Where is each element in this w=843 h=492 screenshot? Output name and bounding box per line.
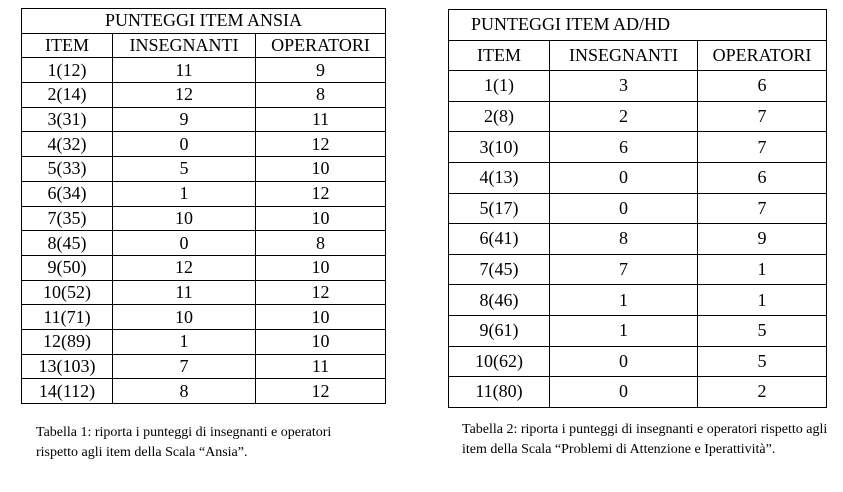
cell-operatori: 12 xyxy=(256,132,386,157)
cell-insegnanti: 0 xyxy=(113,231,256,256)
cell-item: 13(103) xyxy=(22,354,113,379)
cell-operatori: 9 xyxy=(256,58,386,83)
table-row xyxy=(449,254,827,285)
cell-insegnanti: 12 xyxy=(113,255,256,280)
cell-operatori: 5 xyxy=(698,346,827,377)
table-row xyxy=(22,280,386,305)
table-row xyxy=(449,224,827,255)
table-row xyxy=(449,315,827,346)
cell-insegnanti: 10 xyxy=(113,206,256,231)
cell-item: 12(89) xyxy=(22,329,113,354)
cell-item: 3(31) xyxy=(22,107,113,132)
cell-item: 8(46) xyxy=(449,285,550,316)
cell-operatori: 1 xyxy=(698,285,827,316)
cell-operatori: 10 xyxy=(256,329,386,354)
cell-insegnanti: 11 xyxy=(113,58,256,83)
cell-item: 3(10) xyxy=(449,132,550,163)
cell-item: 6(34) xyxy=(22,181,113,206)
table-row xyxy=(449,193,827,224)
cell-insegnanti: 11 xyxy=(113,280,256,305)
table-row xyxy=(22,206,386,231)
table-row xyxy=(22,157,386,182)
cell-insegnanti: 3 xyxy=(550,71,698,102)
cell-insegnanti: 1 xyxy=(113,181,256,206)
cell-insegnanti: 9 xyxy=(113,107,256,132)
cell-operatori: 11 xyxy=(256,354,386,379)
cell-item: 6(41) xyxy=(449,224,550,255)
cell-operatori: 7 xyxy=(698,101,827,132)
table-row xyxy=(22,329,386,354)
cell-insegnanti: 0 xyxy=(550,377,698,408)
table-row xyxy=(22,354,386,379)
table-row xyxy=(449,162,827,193)
cell-operatori: 10 xyxy=(256,206,386,231)
cell-operatori: 6 xyxy=(698,71,827,102)
cell-item: 7(35) xyxy=(22,206,113,231)
cell-item: 10(62) xyxy=(449,346,550,377)
cell-insegnanti: 5 xyxy=(113,157,256,182)
cell-insegnanti: 1 xyxy=(550,315,698,346)
cell-item: 5(33) xyxy=(22,157,113,182)
table-adhd xyxy=(448,9,827,408)
cell-insegnanti: 12 xyxy=(113,83,256,108)
cell-insegnanti: 10 xyxy=(113,305,256,330)
cell-item: 9(61) xyxy=(449,315,550,346)
cell-operatori: 2 xyxy=(698,377,827,408)
cell-operatori: 5 xyxy=(698,315,827,346)
cell-item: 4(32) xyxy=(22,132,113,157)
cell-item: 11(80) xyxy=(449,377,550,408)
column-header-operatori: OPERATORI xyxy=(698,40,827,71)
cell-insegnanti: 2 xyxy=(550,101,698,132)
table-caption: Tabella 1: riporta i punteggi di insegnanti e operatori rispetto agli item della Scala “Ansia”. xyxy=(36,425,332,460)
cell-operatori: 8 xyxy=(256,231,386,256)
table-row xyxy=(22,181,386,206)
table-row xyxy=(22,305,386,330)
cell-operatori: 11 xyxy=(256,107,386,132)
column-header-item: ITEM xyxy=(22,33,113,58)
table-row xyxy=(22,132,386,157)
cell-operatori: 1 xyxy=(698,254,827,285)
cell-insegnanti: 7 xyxy=(550,254,698,285)
column-header-insegnanti: INSEGNANTI xyxy=(550,40,698,71)
cell-operatori: 10 xyxy=(256,255,386,280)
cell-insegnanti: 0 xyxy=(550,346,698,377)
cell-operatori: 7 xyxy=(698,193,827,224)
column-header-insegnanti: INSEGNANTI xyxy=(113,33,256,58)
table-row xyxy=(449,132,827,163)
cell-item: 1(1) xyxy=(449,71,550,102)
column-header-item: ITEM xyxy=(449,40,550,71)
cell-item: 14(112) xyxy=(22,379,113,404)
table-title-row xyxy=(449,10,827,41)
cell-operatori: 7 xyxy=(698,132,827,163)
cell-insegnanti: 8 xyxy=(113,379,256,404)
table-row xyxy=(22,58,386,83)
cell-insegnanti: 0 xyxy=(550,193,698,224)
table-row xyxy=(22,107,386,132)
table-ansia xyxy=(21,8,386,404)
cell-item: 5(17) xyxy=(449,193,550,224)
table-row xyxy=(22,231,386,256)
table-row xyxy=(449,71,827,102)
table-row xyxy=(22,379,386,404)
table-row xyxy=(449,101,827,132)
cell-item: 1(12) xyxy=(22,58,113,83)
table-title: PUNTEGGI ITEM AD/HD xyxy=(449,10,827,41)
cell-insegnanti: 0 xyxy=(113,132,256,157)
table-caption: Tabella 2: riporta i punteggi di insegnanti e operatori rispetto agli item della Scala “Problemi di Attenzione e Iperattività”. xyxy=(462,422,828,457)
table-body xyxy=(449,71,827,408)
cell-item: 4(13) xyxy=(449,162,550,193)
cell-operatori: 9 xyxy=(698,224,827,255)
cell-operatori: 8 xyxy=(256,83,386,108)
cell-item: 2(14) xyxy=(22,83,113,108)
cell-operatori: 12 xyxy=(256,280,386,305)
table-row xyxy=(22,255,386,280)
column-header-operatori: OPERATORI xyxy=(256,33,386,58)
table-row xyxy=(449,285,827,316)
cell-operatori: 12 xyxy=(256,181,386,206)
cell-insegnanti: 7 xyxy=(113,354,256,379)
cell-insegnanti: 6 xyxy=(550,132,698,163)
cell-operatori: 12 xyxy=(256,379,386,404)
table-row xyxy=(449,377,827,408)
table-title: PUNTEGGI ITEM ANSIA xyxy=(22,9,386,34)
cell-insegnanti: 1 xyxy=(550,285,698,316)
table-row xyxy=(22,83,386,108)
cell-insegnanti: 1 xyxy=(113,329,256,354)
table-title-row xyxy=(22,9,386,34)
cell-operatori: 10 xyxy=(256,157,386,182)
table-header-row xyxy=(449,40,827,71)
table-header-row xyxy=(22,33,386,58)
cell-item: 8(45) xyxy=(22,231,113,256)
cell-item: 2(8) xyxy=(449,101,550,132)
cell-insegnanti: 8 xyxy=(550,224,698,255)
cell-operatori: 10 xyxy=(256,305,386,330)
table-body xyxy=(22,58,386,404)
cell-operatori: 6 xyxy=(698,162,827,193)
cell-item: 11(71) xyxy=(22,305,113,330)
cell-item: 10(52) xyxy=(22,280,113,305)
cell-insegnanti: 0 xyxy=(550,162,698,193)
cell-item: 7(45) xyxy=(449,254,550,285)
cell-item: 9(50) xyxy=(22,255,113,280)
table-row xyxy=(449,346,827,377)
